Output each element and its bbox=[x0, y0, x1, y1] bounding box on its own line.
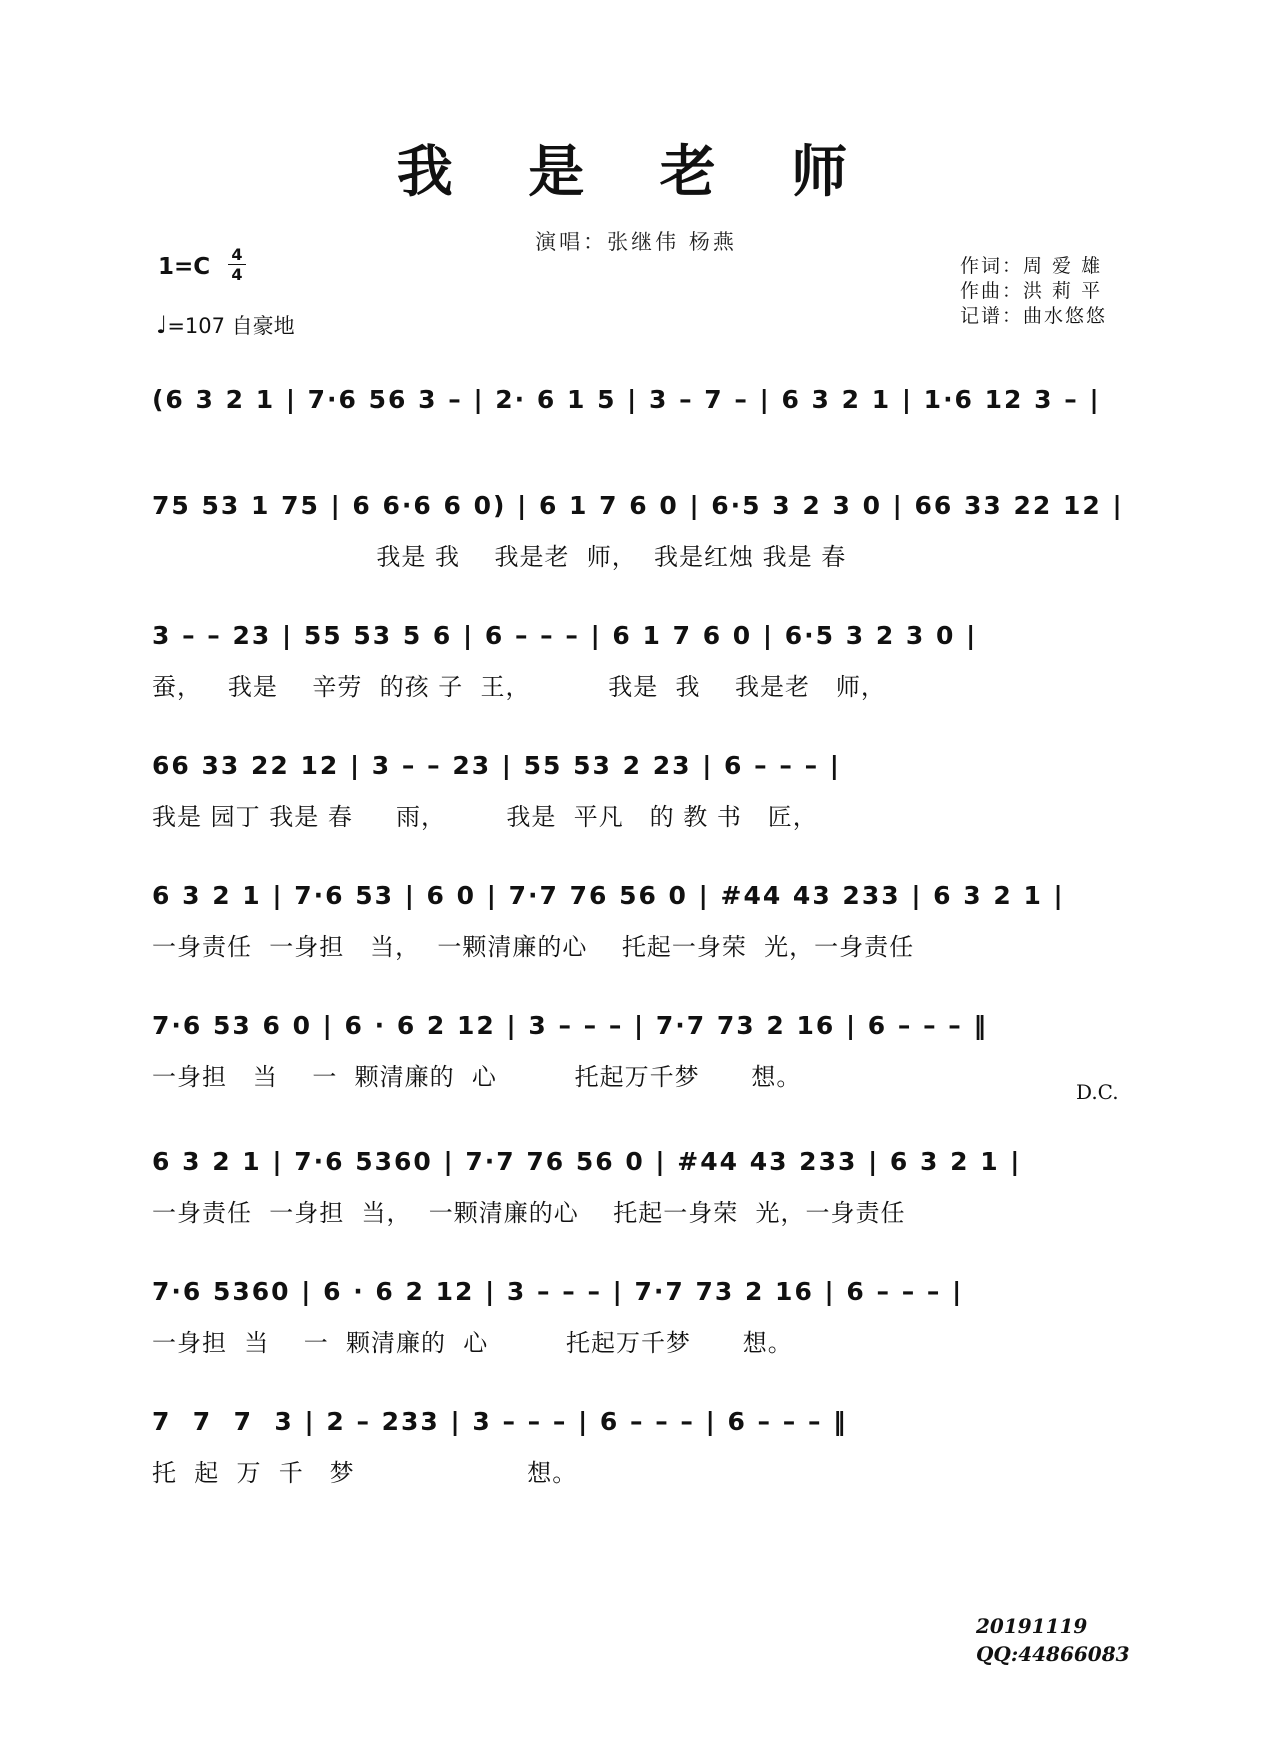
qq-text: QQ:44866083 bbox=[976, 1642, 1130, 1666]
staff-line-2 bbox=[152, 486, 1128, 574]
composer-credit: 作曲：洪 莉 平 bbox=[960, 280, 1103, 302]
staff-line-7 bbox=[152, 1142, 1128, 1230]
staff-line-1 bbox=[152, 380, 1128, 468]
staff-line-5 bbox=[152, 876, 1128, 964]
notes: 7 7 7 3 | 2 – 233 | 3 – – – | 6 – – – | 6 – – – ‖ bbox=[152, 1407, 848, 1436]
date-signature bbox=[976, 1612, 1130, 1668]
tempo-text: =107 自豪地 bbox=[167, 314, 295, 338]
notes: 7·6 53 6 0 | 6 · 6 2 12 | 3 – – – | 7·7 73 2 16 | 6 – – – ‖ bbox=[152, 1011, 989, 1040]
key-signature: 1=C bbox=[158, 254, 211, 280]
song-title: 我 是 老 师 bbox=[396, 139, 876, 205]
staff-line-3 bbox=[152, 616, 1128, 704]
time-signature bbox=[228, 246, 246, 283]
time-signature-bottom: 4 bbox=[231, 265, 243, 284]
lyrics: 一身担 当 一 颗清廉的 心 托起万千梦 想。 bbox=[152, 1329, 793, 1357]
lyrics: 一身担 当 一 颗清廉的 心 托起万千梦 想。 bbox=[152, 1063, 802, 1091]
da-capo-mark: D.C. bbox=[1076, 1080, 1119, 1104]
lyrics bbox=[152, 434, 1128, 468]
notes: (6 3 2 1 | 7·6 56 3 – | 2· 6 1 5 | 3 – 7 – | 6 3 2 1 | 1·6 12 3 – | bbox=[152, 385, 1101, 414]
notes: 3 – – 23 | 55 53 5 6 | 6 – – – | 6 1 7 6 0 | 6·5 3 2 3 0 | bbox=[152, 621, 978, 650]
lyrics: 我是 园丁 我是 春 雨， 我是 平凡 的 教 书 匠， bbox=[152, 803, 818, 831]
tempo-marking bbox=[156, 310, 295, 340]
lyrics: 托 起 万 千 梦 想。 bbox=[152, 1459, 578, 1487]
lyrics: 一身责任 一身担 当， 一颗清廉的心 托起一身荣 光，一身责任 bbox=[152, 1199, 906, 1227]
staff-line-6 bbox=[152, 1006, 1128, 1094]
lyrics: 我是 我 我是老 师， 我是红烛 我是 春 bbox=[152, 543, 847, 571]
lyricist-credit: 作词：周 爱 雄 bbox=[960, 255, 1103, 277]
staff-line-8 bbox=[152, 1272, 1128, 1360]
credits bbox=[960, 254, 1107, 329]
notes: 66 33 22 12 | 3 – – 23 | 55 53 2 23 | 6 – – – | bbox=[152, 751, 841, 780]
time-signature-top: 4 bbox=[231, 245, 243, 264]
notes: 6 3 2 1 | 7·6 5360 | 7·7 76 56 0 | #44 43 233 | 6 3 2 1 | bbox=[152, 1147, 1022, 1176]
notes: 6 3 2 1 | 7·6 53 | 6 0 | 7·7 76 56 0 | #44 43 233 | 6 3 2 1 | bbox=[152, 881, 1065, 910]
notes: 75 53 1 75 | 6 6·6 6 0) | 6 1 7 6 0 | 6·5 3 2 3 0 | 66 33 22 12 | bbox=[152, 491, 1124, 520]
notation-credit: 记谱：曲水悠悠 bbox=[960, 305, 1108, 327]
staff-line-9 bbox=[152, 1402, 1128, 1490]
singer-credit: 演唱：张继伟 杨燕 bbox=[535, 230, 737, 254]
lyrics: 蚕， 我是 辛劳 的孩 子 王， 我是 我 我是老 师， bbox=[152, 673, 886, 701]
notes: 7·6 5360 | 6 · 6 2 12 | 3 – – – | 7·7 73 2 16 | 6 – – – | bbox=[152, 1277, 964, 1306]
quarter-note-icon: ♩ bbox=[156, 311, 168, 339]
lyrics: 一身责任 一身担 当， 一颗清廉的心 托起一身荣 光，一身责任 bbox=[152, 933, 915, 961]
date-text: 20191119 bbox=[976, 1614, 1088, 1638]
staff-line-4 bbox=[152, 746, 1128, 834]
